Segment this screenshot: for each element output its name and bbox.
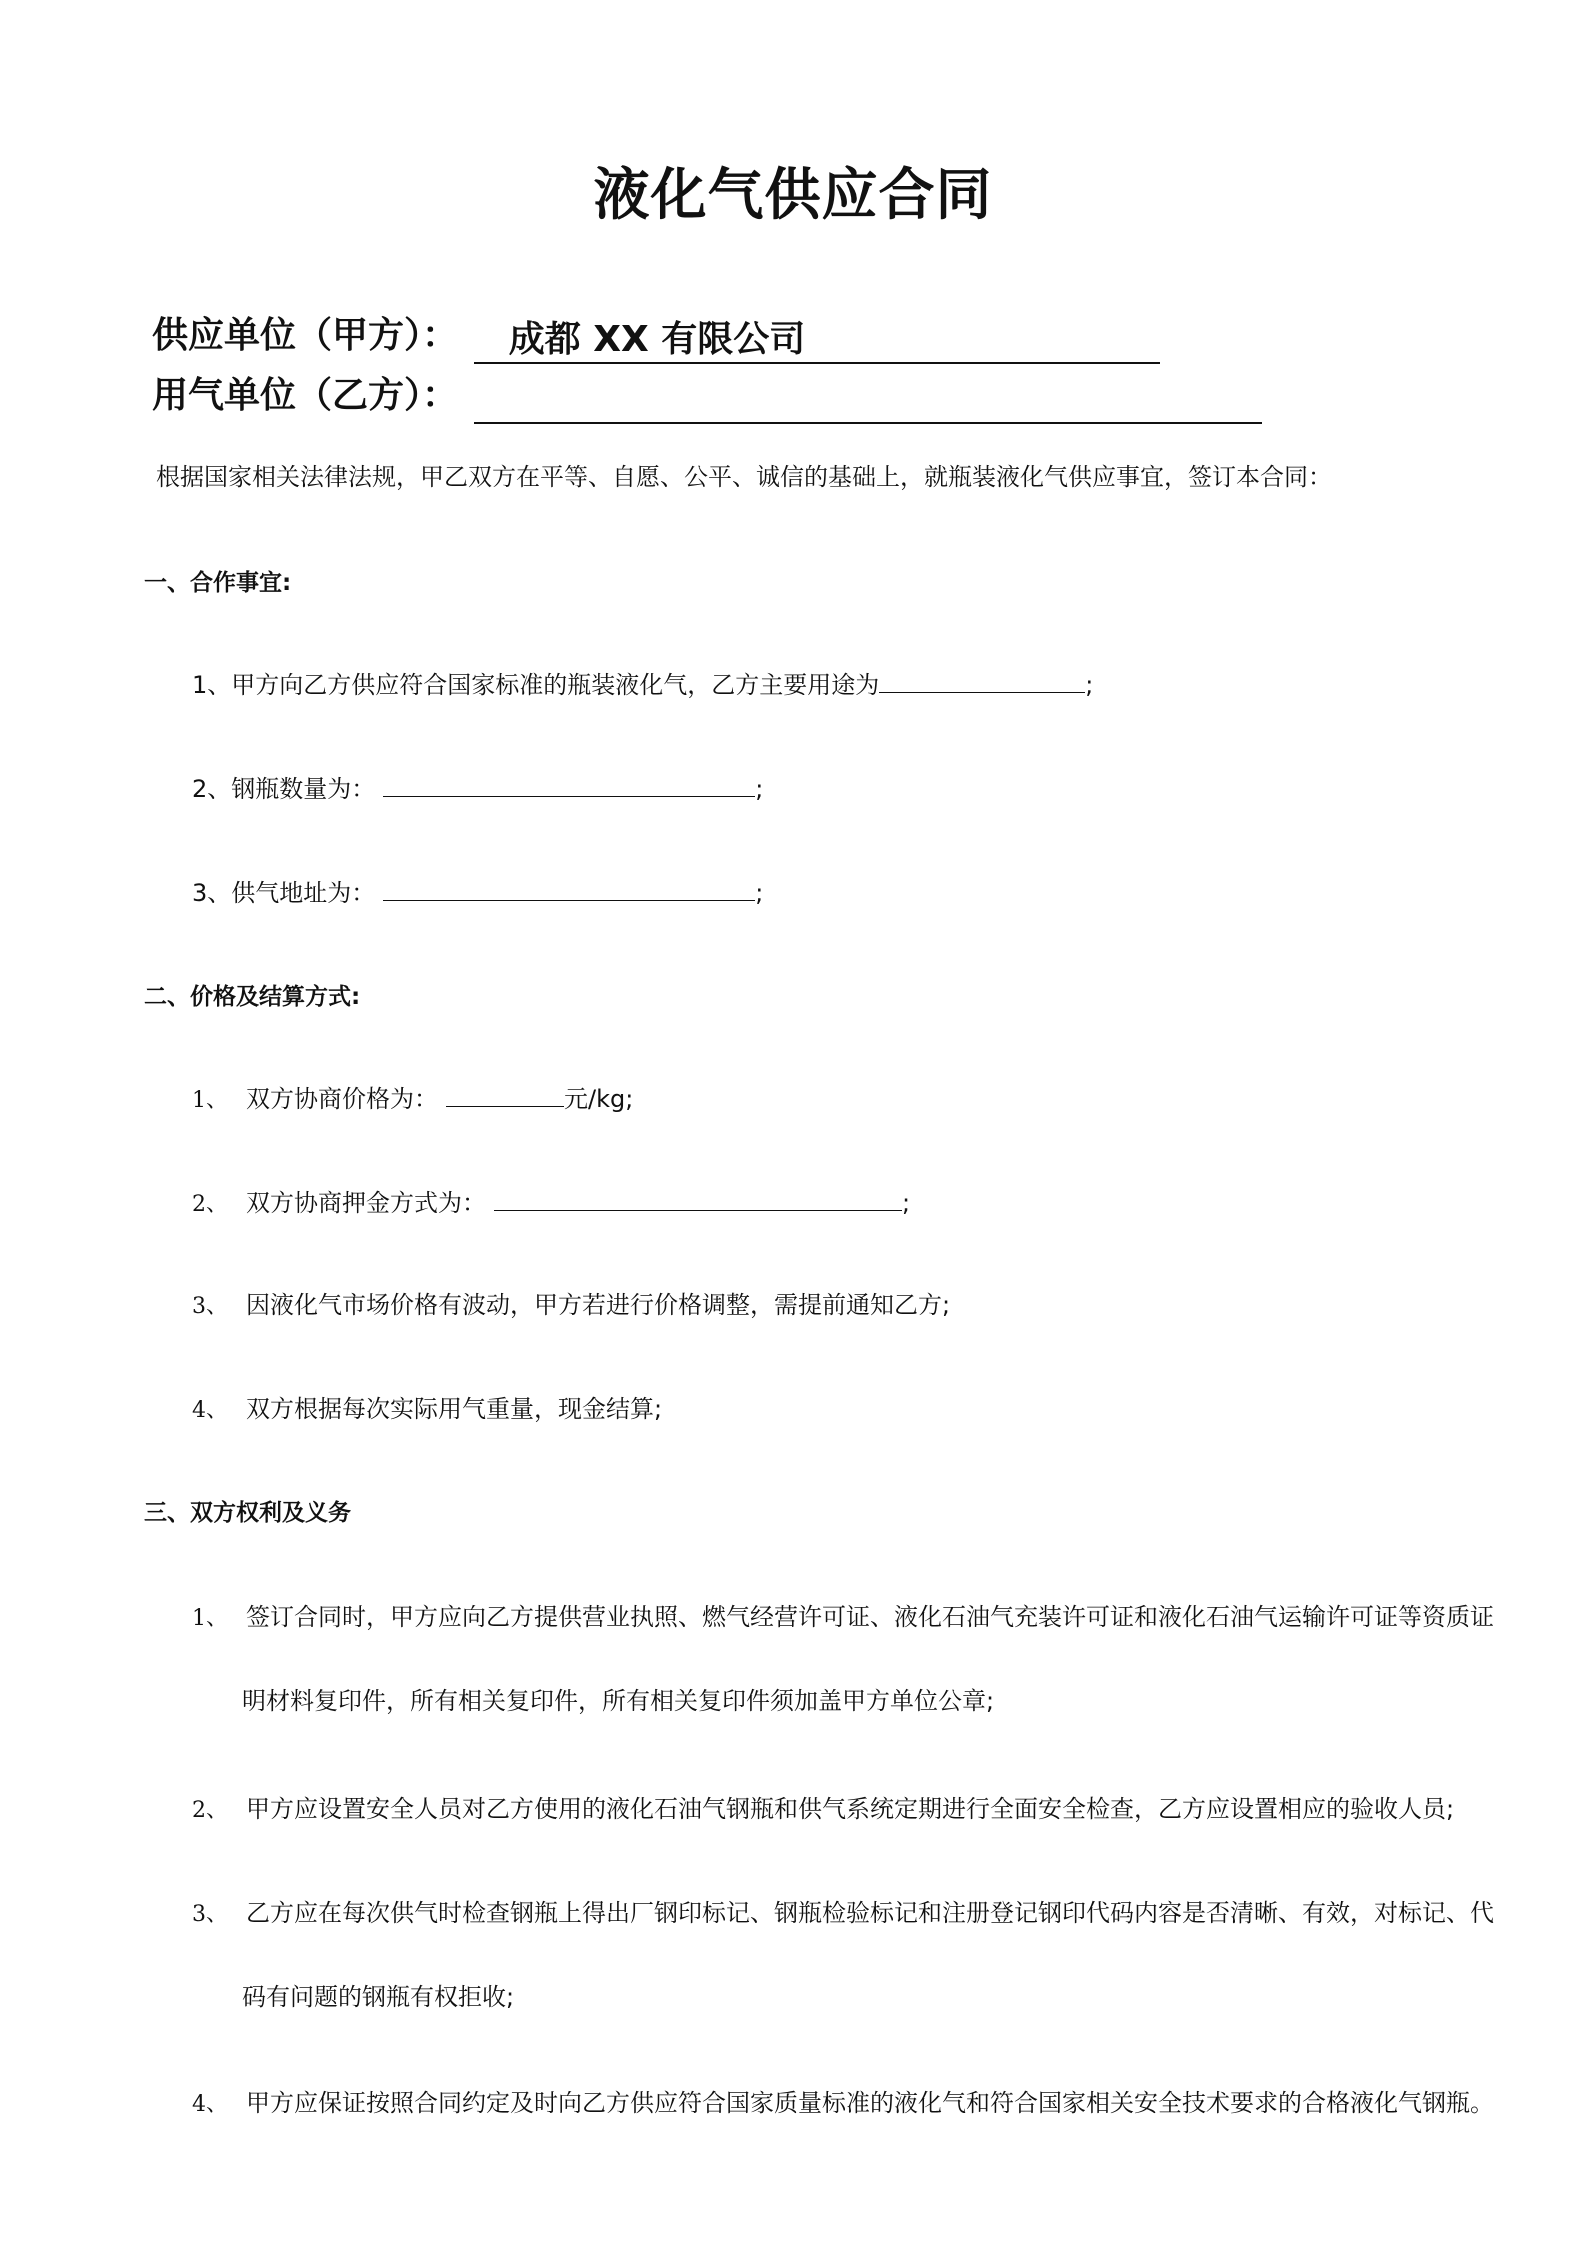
item-number: 4、 — [192, 1398, 228, 1423]
item-text: 双方根据每次实际用气重量，现金结算; — [246, 1395, 663, 1423]
item-tail: ; — [902, 1189, 911, 1217]
item-text: 双方协商押金方式为： — [246, 1189, 486, 1217]
intro-paragraph: 根据国家相关法律法规，甲乙双方在平等、自愿、公平、诚信的基础上，就瓶装液化气供应事宜，签订本合同： — [156, 463, 1332, 491]
item-text-line-1: 甲方应设置安全人员对乙方使用的液化石油气钢瓶和供气系统定期进行全面安全检查，乙方应设置相应的验收人员; — [246, 1795, 1455, 1823]
section-2-heading: 二、价格及结算方式: — [144, 984, 361, 1010]
section-1-item-2 — [192, 772, 763, 806]
section-1-heading: 一、合作事宜: — [144, 570, 292, 596]
deposit-method-blank[interactable] — [494, 1186, 902, 1211]
item-text-line-1: 签订合同时，甲方应向乙方提供营业执照、燃气经营许可证、液化石油气充装许可证和液化石油气运输许可证等资质证 — [246, 1603, 1494, 1631]
item-number: 4、 — [192, 2092, 228, 2117]
item-text-line-1: 乙方应在每次供气时检查钢瓶上得出厂钢印标记、钢瓶检验标记和注册登记钢印代码内容是否清晰、有效，对标记、代 — [246, 1899, 1494, 1927]
section-3-item-4 — [192, 2086, 1494, 2122]
page-title: 液化气供应合同 — [593, 163, 993, 228]
section-2-item-1 — [192, 1082, 633, 1118]
item-number: 2、 — [192, 1192, 228, 1217]
section-3-item-1-line-2: 明材料复印件，所有相关复印件，所有相关复印件须加盖甲方单位公章; — [242, 1687, 995, 1715]
item-text: 双方协商价格为： — [246, 1085, 438, 1113]
item-text: 因液化气市场价格有波动，甲方若进行价格调整，需提前通知乙方; — [246, 1291, 951, 1319]
usage-blank[interactable] — [879, 668, 1085, 693]
item-number: 1、 — [192, 1606, 228, 1631]
item-number: 3、 — [192, 1294, 228, 1319]
item-tail: 元/kg; — [564, 1085, 634, 1113]
item-number: 3、 — [192, 1902, 228, 1927]
item-text-line-1: 甲方应保证按照合同约定及时向乙方供应符合国家质量标准的液化气和符合国家相关安全技术要求的合格液化气钢瓶。 — [246, 2089, 1494, 2117]
item-text: 2、钢瓶数量为： — [192, 775, 376, 803]
user-field[interactable] — [474, 378, 1262, 424]
cylinder-count-blank[interactable] — [383, 772, 755, 797]
supply-address-blank[interactable] — [383, 876, 755, 901]
supplier-label: 供应单位（甲方）： — [152, 315, 459, 356]
supplier-value: 成都 XX 有限公司 — [508, 319, 806, 360]
item-tail: ; — [755, 879, 764, 907]
section-3-item-3-line-2: 码有问题的钢瓶有权拒收; — [242, 1983, 515, 2011]
section-1-item-3 — [192, 876, 763, 910]
section-3-item-3 — [192, 1896, 1494, 1932]
section-1-item-1 — [192, 668, 1093, 702]
section-3-heading: 三、双方权利及义务 — [144, 1500, 351, 1526]
item-text: 3、供气地址为： — [192, 879, 376, 907]
item-tail: ; — [1085, 671, 1094, 699]
item-number: 2、 — [192, 1798, 228, 1823]
section-2-item-3 — [192, 1288, 950, 1324]
supplier-field[interactable] — [474, 318, 1160, 364]
section-3-item-2 — [192, 1792, 1454, 1828]
item-text: 1、甲方向乙方供应符合国家标准的瓶装液化气，乙方主要用途为 — [192, 671, 880, 699]
section-2-item-2 — [192, 1186, 910, 1222]
user-label: 用气单位（乙方）： — [152, 375, 459, 416]
section-2-item-4 — [192, 1392, 662, 1428]
item-tail: ; — [755, 775, 764, 803]
item-number: 1、 — [192, 1088, 228, 1113]
section-3-item-1 — [192, 1600, 1494, 1636]
price-blank[interactable] — [446, 1082, 564, 1107]
